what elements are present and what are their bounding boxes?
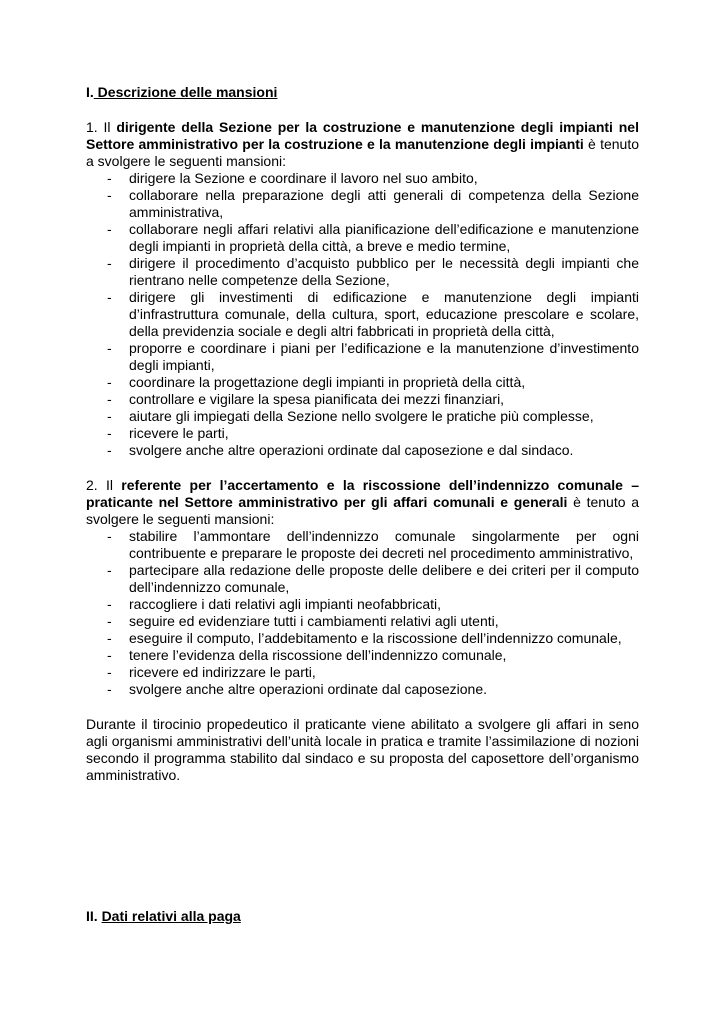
dash-bullet: - (107, 596, 112, 612)
list-item (86, 221, 639, 255)
list-item-text: coordinare la progettazione degli impianti in proprietà della città, (129, 374, 526, 390)
list-item-text: dirigere il procedimento d’acquisto pubblico per le necessità degli impianti che rientrano nelle competenze della Sezione, (129, 255, 639, 288)
list-item-text: dirigere gli investimenti di edificazione e manutenzione degli impianti d’infrastruttura comunale, della cultura, sport, educazione prescolare e scolare, della previdenzia sociale e degli altri fabbricati in proprietà della città, (129, 289, 639, 339)
dash-bullet: - (107, 630, 112, 646)
dash-bullet: - (107, 170, 112, 186)
dash-bullet: - (107, 425, 112, 441)
list-item (86, 647, 639, 664)
list-item (86, 613, 639, 630)
intro-rest: è tenuto a svolgere le seguenti mansioni: (86, 494, 639, 527)
dash-bullet: - (107, 647, 112, 663)
dash-bullet: - (107, 562, 112, 578)
list-item (86, 681, 639, 698)
task-list-2 (86, 528, 639, 698)
list-item (86, 374, 639, 391)
intro-rest: è tenuto a svolgere le seguenti mansioni: (86, 136, 639, 169)
list-item (86, 391, 639, 408)
list-item (86, 562, 639, 596)
item-number: 2. Il (86, 477, 122, 493)
list-item (86, 442, 639, 459)
list-item (86, 170, 639, 187)
list-item-text: aiutare gli impiegati della Sezione nello svolgere le pratiche più complesse, (129, 408, 594, 424)
closing-paragraph: Durante il tirocinio propedeutico il praticante viene abilitato a svolgere gli affari in seno agli organismi amministrativi dell’unità locale in pratica e tramite l’assimilazione di nozioni secondo il programma stabilito dal sindaco e su proposta del caposettore dell’organismo amministrativo. (86, 716, 639, 783)
dash-bullet: - (107, 528, 112, 544)
list-item-text: tenere l’evidenza della riscossione dell’indennizzo comunale, (129, 647, 507, 663)
position-title: dirigente della Sezione per la costruzione e manutenzione degli impianti nel Settore amministrativo per la costruzione e la manutenzione degli impianti (86, 119, 639, 152)
list-item-text: controllare e vigilare la spesa pianificata dei mezzi finanziari, (129, 391, 505, 407)
list-item (86, 630, 639, 647)
section-numeral: I. (86, 84, 94, 100)
section-numeral: II. (86, 908, 98, 924)
list-item-text: seguire ed evidenziare tutti i cambiamenti relativi agli utenti, (129, 613, 499, 629)
list-item-text: dirigere la Sezione e coordinare il lavoro nel suo ambito, (129, 170, 478, 186)
list-item-text: ricevere ed indirizzare le parti, (129, 664, 316, 680)
dash-bullet: - (107, 408, 112, 424)
dash-bullet: - (107, 681, 112, 697)
position-title: referente per l’accertamento e la riscossione dell’indennizzo comunale – praticante nel Settore amministrativo per gli affari comunali e generali (86, 477, 639, 510)
list-item (86, 664, 639, 681)
document-body (86, 84, 639, 784)
dash-bullet: - (107, 391, 112, 407)
list-item-text: svolgere anche altre operazioni ordinate dal caposezione. (129, 681, 488, 697)
dash-bullet: - (107, 340, 112, 356)
item-number: 1. Il (86, 119, 117, 135)
position-intro-1 (86, 119, 639, 170)
list-item-text: raccogliere i dati relativi agli impianti neofabbricati, (129, 596, 442, 612)
list-item (86, 340, 639, 374)
list-item-text: ricevere le parti, (129, 425, 229, 441)
position-intro-2 (86, 477, 639, 528)
dash-bullet: - (107, 442, 112, 458)
dash-bullet: - (107, 613, 112, 629)
task-list-1 (86, 170, 639, 459)
list-item-text: eseguire il computo, l’addebitamento e la riscossione dell’indennizzo comunale, (129, 630, 622, 646)
list-item-text: collaborare nella preparazione degli atti generali di competenza della Sezione amministrativa, (129, 187, 639, 220)
list-item (86, 187, 639, 221)
list-item (86, 255, 639, 289)
list-item-text: stabilire l’ammontare dell’indennizzo comunale singolarmente per ogni contribuente e preparare le proposte dei decreti nel procedimento amministrativo, (129, 528, 639, 561)
dash-bullet: - (107, 289, 112, 305)
list-item (86, 289, 639, 340)
list-item (86, 528, 639, 562)
dash-bullet: - (107, 221, 112, 237)
dash-bullet: - (107, 187, 112, 203)
dash-bullet: - (107, 664, 112, 680)
section-heading-1 (86, 84, 639, 101)
section-title: Descrizione delle mansioni (93, 84, 278, 100)
list-item-text: collaborare negli affari relativi alla pianificazione dell’edificazione e manutenzione degli impianti in proprietà della città, a breve e medio termine, (129, 221, 639, 254)
section-heading-2 (86, 908, 241, 925)
list-item (86, 408, 639, 425)
dash-bullet: - (107, 374, 112, 390)
list-item-text: svolgere anche altre operazioni ordinate dal caposezione e dal sindaco. (129, 442, 574, 458)
dash-bullet: - (107, 255, 112, 271)
list-item (86, 425, 639, 442)
list-item-text: partecipare alla redazione delle proposte delle delibere e dei criteri per il computo dell’indennizzo comunale, (129, 562, 639, 595)
list-item-text: proporre e coordinare i piani per l’edificazione e la manutenzione d’investimento degli impianti, (129, 340, 639, 373)
section-title: Dati relativi alla paga (101, 908, 241, 924)
list-item (86, 596, 639, 613)
